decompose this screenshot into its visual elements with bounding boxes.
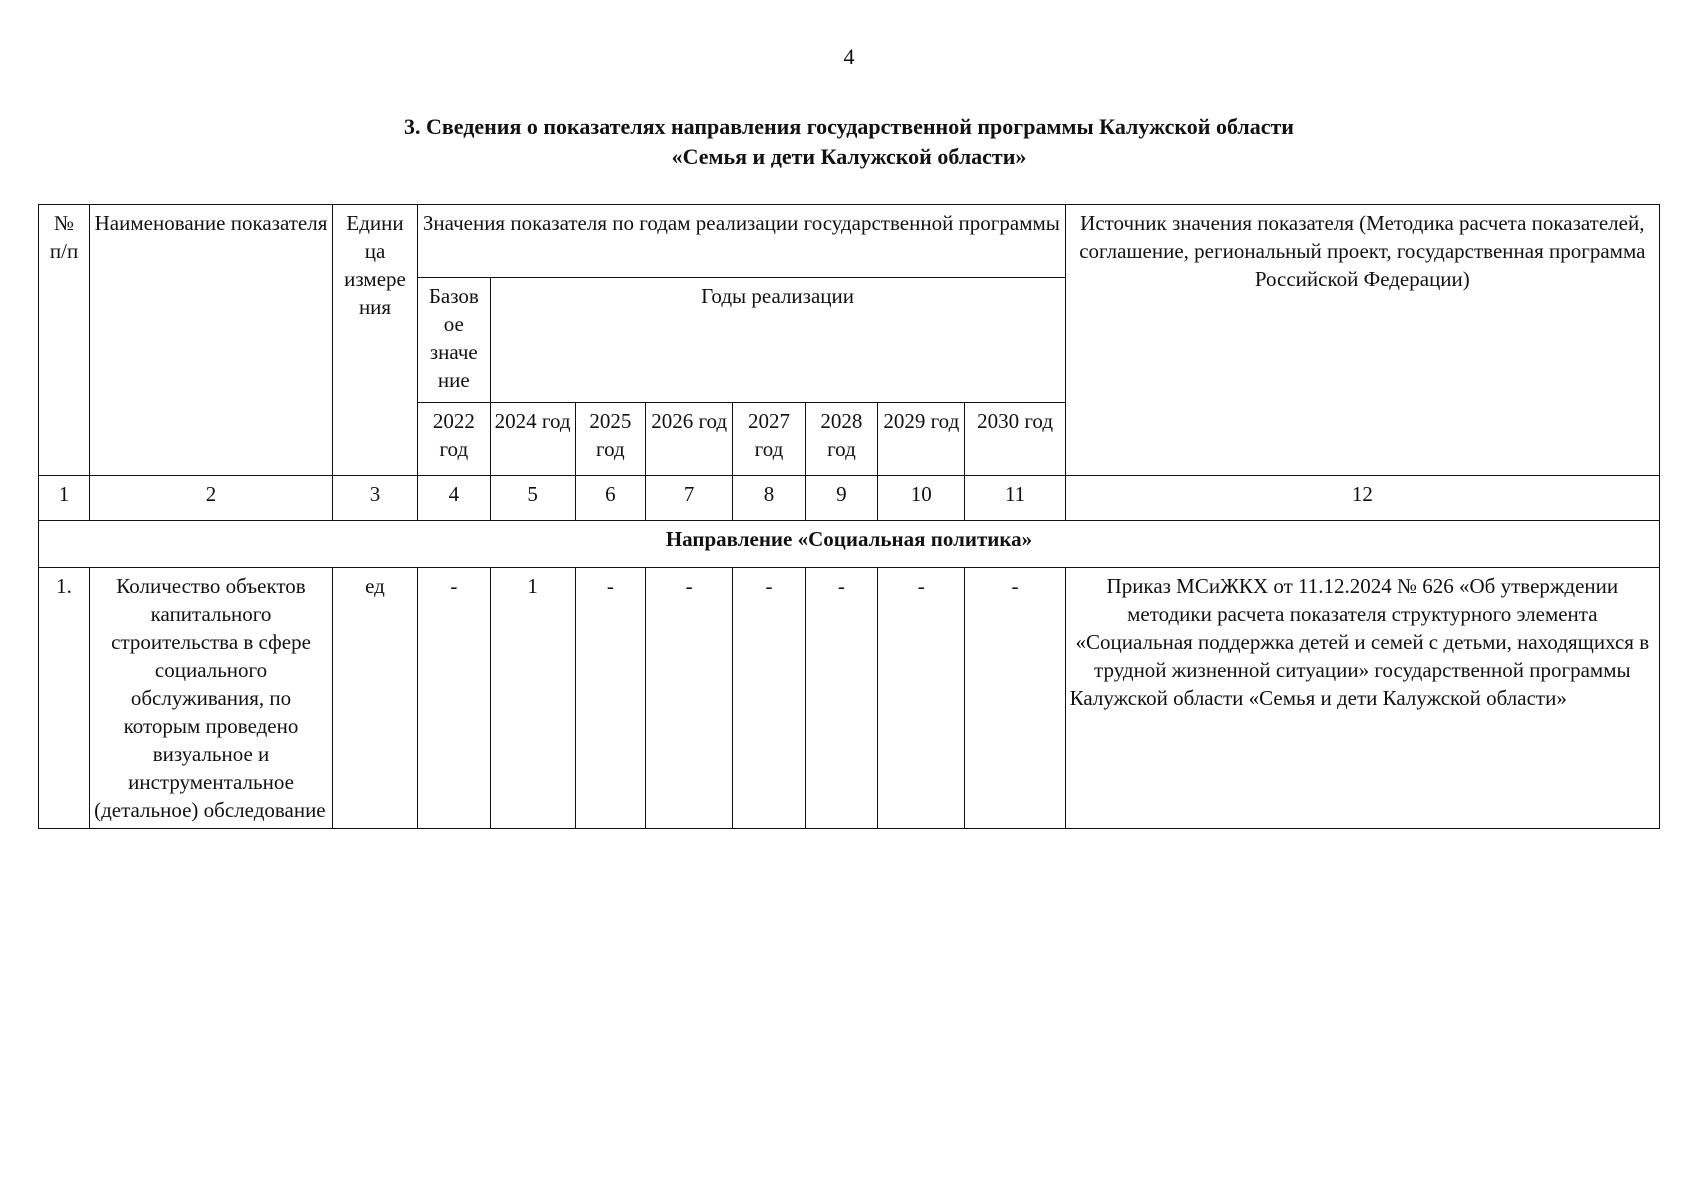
column-number: 5 (490, 476, 575, 521)
indicator-name: Количество объектов капитального строительства в сфере социального обслуживания, по которым проведено визуальное и инструментальное (детальное) обследование (90, 568, 333, 829)
indicators-table (38, 204, 1660, 829)
value-2029: - (878, 568, 965, 829)
indicator-unit: ед (332, 568, 417, 829)
column-number: 9 (805, 476, 877, 521)
column-number: 1 (39, 476, 90, 521)
header-year-2026: 2026 год (645, 403, 732, 476)
header-years-group: Годы реализации (490, 278, 1065, 403)
header-year-2030: 2030 год (965, 403, 1065, 476)
header-year-2028: 2028 год (805, 403, 877, 476)
header-number: № п/п (39, 205, 90, 476)
column-number-row (39, 476, 1660, 521)
title-line-1: 3. Сведения о показателях направления государственной программы Калужской области (403, 114, 1294, 139)
section-row (39, 521, 1660, 568)
value-2028: - (805, 568, 877, 829)
value-2027: - (733, 568, 805, 829)
header-year-2024: 2024 год (490, 403, 575, 476)
base-value: - (418, 568, 490, 829)
value-2030: - (965, 568, 1065, 829)
header-year-2027: 2027 год (733, 403, 805, 476)
column-number: 4 (418, 476, 490, 521)
column-number: 7 (645, 476, 732, 521)
table-row (39, 568, 1660, 829)
indicator-source: Приказ МСиЖКХ от 11.12.2024 № 626 «Об утверждении методики расчета показателя структурного элемента «Социальная поддержка детей и семей с детьми, находящихся в трудной жизненной ситуации» государственной программы Калужской области «Семья и дети Калужской области» (1065, 568, 1659, 829)
row-number: 1. (39, 568, 90, 829)
column-number: 6 (575, 476, 645, 521)
header-year-2029: 2029 год (878, 403, 965, 476)
header-row-1 (39, 205, 1660, 278)
value-2024: 1 (490, 568, 575, 829)
value-2026: - (645, 568, 732, 829)
header-source: Источник значения показателя (Методика расчета показателей, соглашение, региональный проект, государственная программа Российской Федерации) (1065, 205, 1659, 476)
page-number: 4 (843, 44, 855, 69)
column-number: 8 (733, 476, 805, 521)
header-year-2025: 2025 год (575, 403, 645, 476)
column-number: 3 (332, 476, 417, 521)
column-number: 11 (965, 476, 1065, 521)
header-unit: Едини ца измере ния (332, 205, 417, 476)
column-number: 2 (90, 476, 333, 521)
header-name: Наименование показателя (90, 205, 333, 476)
document-title (0, 112, 1698, 172)
title-line-2: «Семья и дети Калужской области» (671, 144, 1027, 169)
header-values-group: Значения показателя по годам реализации государственной программы (418, 205, 1066, 278)
column-number: 10 (878, 476, 965, 521)
section-title: Направление «Социальная политика» (39, 521, 1660, 568)
header-base-value: Базов ое значе ние (418, 278, 490, 403)
header-year-2022: 2022 год (418, 403, 490, 476)
column-number: 12 (1065, 476, 1659, 521)
value-2025: - (575, 568, 645, 829)
